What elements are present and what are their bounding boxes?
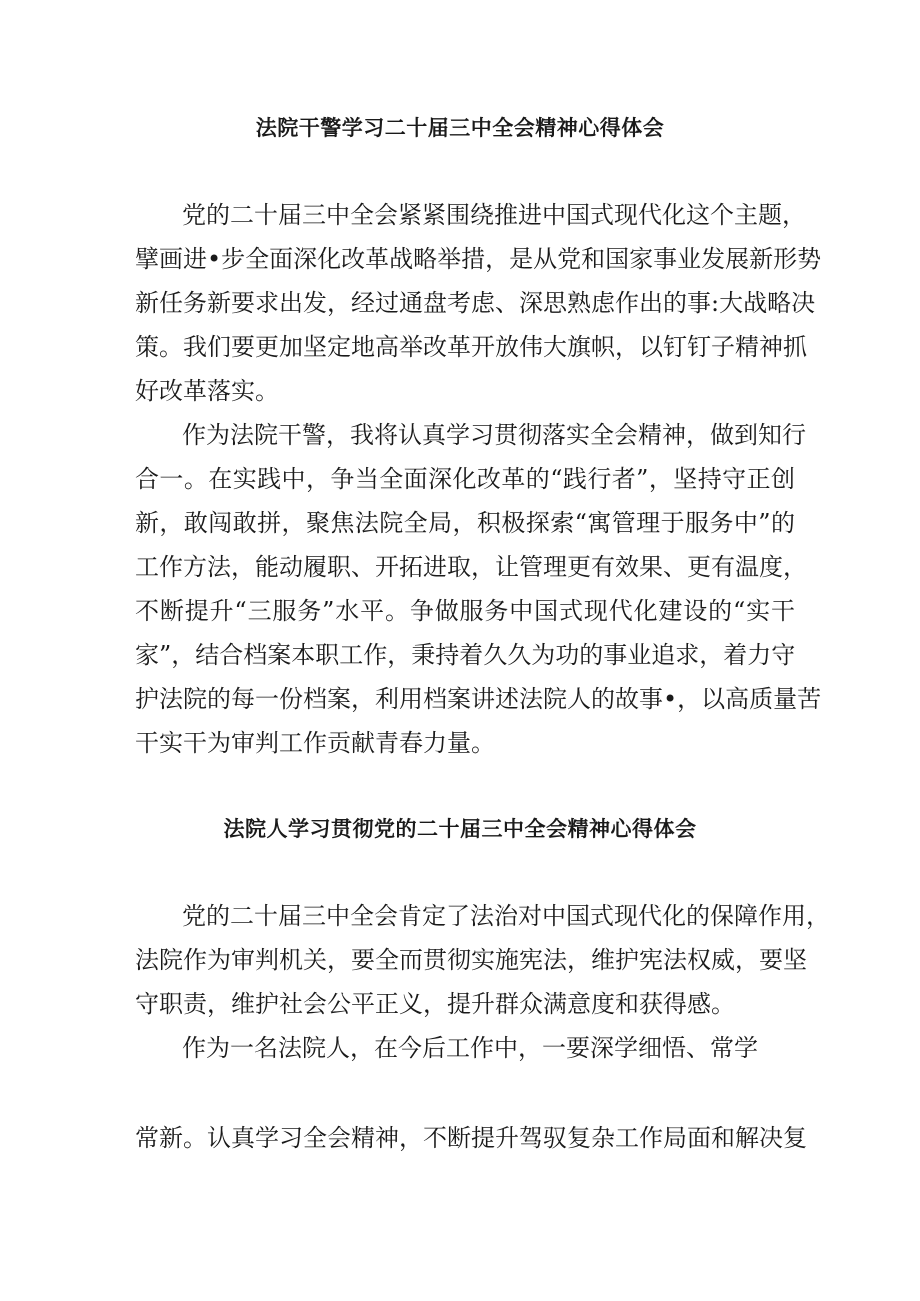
para2-line: 护法院的每一份档案，利用档案讲述法院人的故事•，以高质量苦 — [135, 685, 822, 713]
para1-line: 策。我们要更加坚定地高举改革开放伟大旗帜，以钉钉子精神抓 — [135, 333, 807, 361]
para1-line: 擘画进•步全面深化改革战略举措，是从党和国家事业发展新形势 — [135, 245, 822, 273]
para1-line: 党的二十届三中全会紧紧围绕推进中国式现代化这个主题， — [182, 201, 806, 229]
para3-line: 法院作为审判机关，要全而贯彻实施宪法，维护宪法权威，要坚 — [135, 946, 807, 974]
para3-line: 党的二十届三中全会肯定了法治对中国式现代化的保障作用， — [182, 902, 830, 930]
para2-line: 干实干为审判工作贡献青春力量。 — [135, 729, 495, 757]
para2-line: 不断提升“三服务”水平。争做服务中国式现代化建设的“实干 — [135, 597, 795, 625]
para3-line: 守职责，维护社会公平正义，提升群众满意度和获得感。 — [135, 990, 735, 1018]
para2-line: 工作方法，能动履职、开拓进取，让管理更有效果、更有温度， — [135, 553, 807, 581]
para5-line: 常新。认真学习全会精神，不断提升驾驭复杂工作局面和解决复 — [135, 1124, 807, 1152]
para2-line: 新，敢闯敢拼，聚焦法院全局，积极探索“寓管理于服务中”的 — [135, 509, 795, 537]
para2-line: 家”，结合档案本职工作，秉持着久久为功的事业追求，着力守 — [135, 641, 796, 669]
para2-line: 作为法院干警，我将认真学习贯彻落实全会精神，做到知行 — [182, 421, 806, 449]
para1-line: 好改革落实。 — [135, 377, 279, 405]
para1-line: 新任务新要求出发，经过通盘考虑、深思熟虑作出的事:大战略决 — [135, 289, 816, 317]
para4-line: 作为一名法院人，在今后工作中，一要深学细悟、常学 — [182, 1034, 758, 1062]
para2-line: 合一。在实践中，争当全面深化改革的“践行者”，坚持守正创 — [135, 465, 795, 493]
title-1: 法院干警学习二十届三中全会精神心得体会 — [255, 116, 665, 140]
title-2: 法院人学习贯彻党的二十届三中全会精神心得体会 — [223, 817, 697, 841]
